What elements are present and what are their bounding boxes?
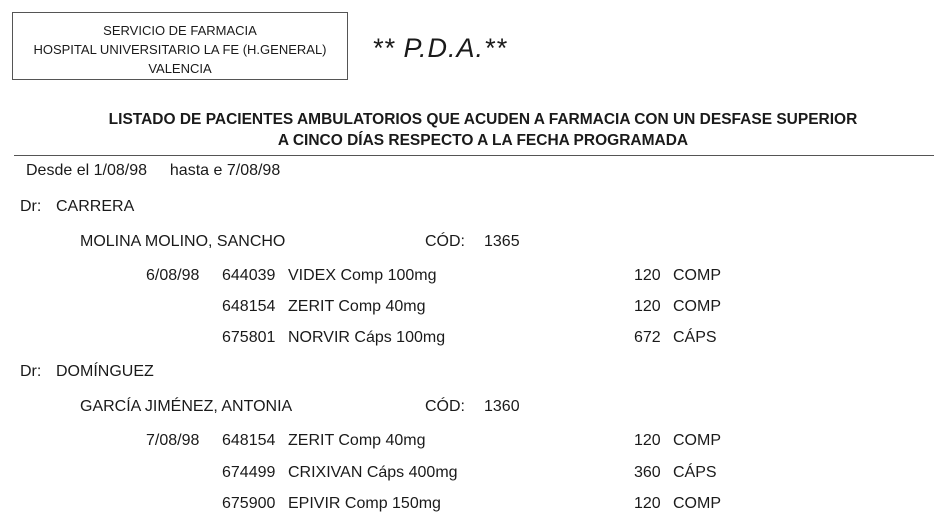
service-name: SERVICIO DE FARMACIA <box>103 23 257 38</box>
report-title-line2: A CINCO DÍAS RESPECTO A LA FECHA PROGRAMADA <box>277 132 689 149</box>
from-date: 1/08/98 <box>93 162 147 179</box>
patient-cod: 1365 <box>484 233 520 250</box>
item-unit: COMP <box>673 267 721 284</box>
item-drug: CRIXIVAN Cáps 400mg <box>288 464 458 481</box>
item-unit: CÁPS <box>673 464 717 481</box>
patient-cod: 1360 <box>484 398 520 415</box>
item-drug: EPIVIR Comp 150mg <box>288 495 441 512</box>
report-title-line1: LISTADO DE PACIENTES AMBULATORIOS QUE ACUDEN A FARMACIA CON UN DESFASE SUPERIOR <box>108 111 858 128</box>
item-drug: NORVIR Cáps 100mg <box>288 329 446 346</box>
doctor-label: Dr: <box>20 198 42 215</box>
to-date: 7/08/98 <box>226 162 281 179</box>
hospital-name: HOSPITAL UNIVERSITARIO LA FE (H.GENERAL) <box>33 42 327 57</box>
pda-badge: ** P.D.A.** <box>372 33 508 63</box>
doctor-label: Dr: <box>20 363 42 380</box>
doctor-name: DOMÍNGUEZ <box>56 363 154 380</box>
item-code: 674499 <box>222 464 276 481</box>
item-code: 644039 <box>222 267 276 284</box>
item-code: 648154 <box>222 432 276 449</box>
item-drug: ZERIT Comp 40mg <box>288 432 426 449</box>
cod-label: CÓD: <box>425 398 465 415</box>
doctor-name: CARRERA <box>56 198 135 215</box>
item-qty: 120 <box>634 495 661 512</box>
to-label: hasta e <box>169 162 223 179</box>
item-code: 675801 <box>222 329 276 346</box>
visit-date: 6/08/98 <box>146 267 200 284</box>
item-qty: 360 <box>634 464 661 481</box>
title-divider <box>14 155 934 156</box>
item-drug: VIDEX Comp 100mg <box>288 267 437 284</box>
city-name: VALENCIA <box>148 61 212 76</box>
item-code: 648154 <box>222 298 276 315</box>
from-label: Desde el <box>26 162 90 179</box>
item-qty: 672 <box>634 329 661 346</box>
cod-label: CÓD: <box>425 233 465 250</box>
hospital-header-box <box>12 12 348 80</box>
item-unit: CÁPS <box>673 329 717 346</box>
item-qty: 120 <box>634 432 661 449</box>
item-drug: ZERIT Comp 40mg <box>288 298 426 315</box>
item-qty: 120 <box>634 267 661 284</box>
item-unit: COMP <box>673 432 721 449</box>
item-code: 675900 <box>222 495 276 512</box>
patient-name: GARCÍA JIMÉNEZ, ANTONIA <box>80 398 293 415</box>
item-unit: COMP <box>673 495 721 512</box>
item-unit: COMP <box>673 298 721 315</box>
visit-date: 7/08/98 <box>146 432 200 449</box>
item-qty: 120 <box>634 298 661 315</box>
date-range <box>26 162 280 180</box>
patient-name: MOLINA MOLINO, SANCHO <box>80 233 286 250</box>
